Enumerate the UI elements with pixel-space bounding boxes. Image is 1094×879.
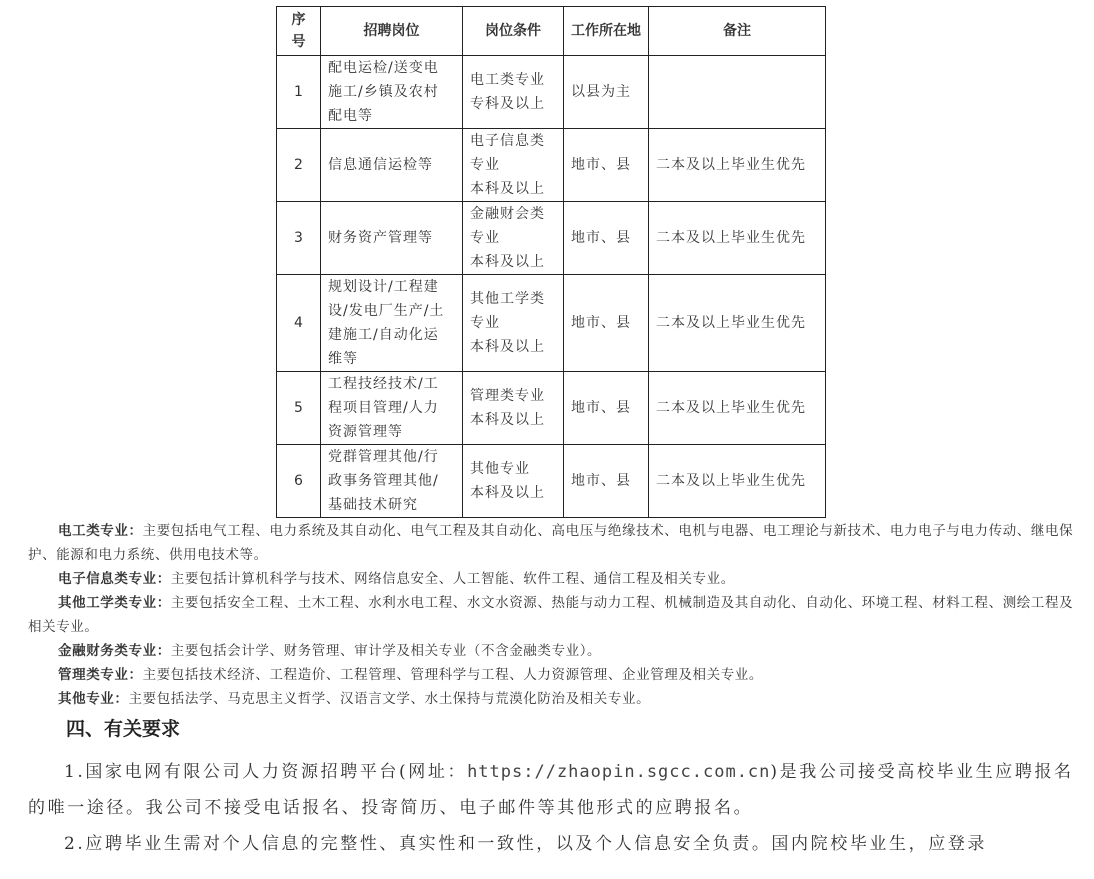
header-position: 招聘岗位 [321,7,463,56]
section-body [28,754,1078,862]
requirement-paragraph-1 [28,754,1078,826]
row-note: 二本及以上毕业生优先 [649,275,826,372]
requirement-paragraph-2: 2.应聘毕业生需对个人信息的完整性、真实性和一致性，以及个人信息安全负责。国内院校毕业生，应登录 [64,834,988,854]
table-row [277,275,826,372]
recruitment-table [276,6,826,518]
row-note: 二本及以上毕业生优先 [649,445,826,518]
table-row [277,445,826,518]
row-num: 6 [277,445,321,518]
row-note [649,56,826,129]
note-text: 主要包括会计学、财务管理、审计学及相关专业（不含金融类专业）。 [170,643,602,659]
row-location: 地市、县 [564,372,649,445]
header-location: 工作所在地 [564,7,649,56]
row-position: 党群管理其他/行 政事务管理其他/ 基础技术研究 [321,445,463,518]
note-label: 电工类专业： [58,523,143,539]
row-note: 二本及以上毕业生优先 [649,372,826,445]
row-position: 规划设计/工程建 设/发电厂生产/土 建施工/自动化运 维等 [321,275,463,372]
note-label: 其他工学类专业： [58,595,171,611]
section-heading: 四、有关要求 [66,718,181,740]
row-requirement: 其他专业 本科及以上 [463,445,564,518]
note-other-engineering [28,591,1078,639]
note-label: 金融财务类专业： [58,643,171,659]
row-location: 地市、县 [564,445,649,518]
row-num: 1 [277,56,321,129]
note-text: 主要包括安全工程、土木工程、水利水电工程、水文水资源、热能与动力工程、机械制造及其自动化、自动化、环境工程、材料工程、测绘工程及相关专业。 [28,595,1074,635]
note-text: 主要包括计算机科学与技术、网络信息安全、人工智能、软件工程、通信工程及相关专业。 [170,571,735,587]
note-electrical [28,519,1078,567]
recruitment-url-link[interactable]: https://zhaopin.sgcc.com.cn [467,762,771,782]
row-position: 财务资产管理等 [321,202,463,275]
row-num: 3 [277,202,321,275]
table-header-row [277,7,826,56]
row-note: 二本及以上毕业生优先 [649,202,826,275]
table-row [277,56,826,129]
row-num: 5 [277,372,321,445]
header-note: 备注 [649,7,826,56]
row-location: 地市、县 [564,202,649,275]
note-text: 主要包括电气工程、电力系统及其自动化、电气工程及其自动化、高电压与绝缘技术、电机与电器、电工理论与新技术、电力电子与电力传动、继电保护、能源和电力系统、供用电技术等。 [28,523,1074,563]
note-management [28,663,1078,687]
table-row [277,372,826,445]
note-label: 电子信息类专业： [58,571,171,587]
row-requirement: 电子信息类 专业 本科及以上 [463,129,564,202]
note-text: 主要包括法学、马克思主义哲学、汉语言文学、水土保持与荒漠化防治及相关专业。 [128,691,651,707]
row-position: 信息通信运检等 [321,129,463,202]
row-location: 地市、县 [564,129,649,202]
row-requirement: 其他工学类 专业 本科及以上 [463,275,564,372]
row-location: 以县为主 [564,56,649,129]
note-label: 管理类专业： [58,667,143,683]
note-other [28,687,1078,711]
row-position: 配电运检/送变电 施工/乡镇及农村 配电等 [321,56,463,129]
table-row [277,129,826,202]
row-num: 2 [277,129,321,202]
row-position: 工程技经技术/工 程项目管理/人力 资源管理等 [321,372,463,445]
row-num: 4 [277,275,321,372]
row-location: 地市、县 [564,275,649,372]
header-requirement: 岗位条件 [463,7,564,56]
note-text: 主要包括技术经济、工程造价、工程管理、管理科学与工程、人力资源管理、企业管理及相关专业。 [142,667,764,683]
header-num: 序 号 [277,7,321,56]
row-requirement: 管理类专业 本科及以上 [463,372,564,445]
table-row [277,202,826,275]
row-note: 二本及以上毕业生优先 [649,129,826,202]
major-notes [28,519,1078,711]
row-requirement: 金融财会类 专业 本科及以上 [463,202,564,275]
note-finance [28,639,1078,663]
paragraph-text: )是我公司接受高校毕业生应聘报名的唯一途径。我公司不接受电话报名、投寄简历、电子邮件等其他形式的应聘报名。 [28,762,1074,818]
paragraph-text: 1.国家电网有限公司人力资源招聘平台(网址： [64,762,468,782]
row-requirement: 电工类专业 专科及以上 [463,56,564,129]
note-electronic-info [28,567,1078,591]
note-label: 其他专业： [58,691,129,707]
